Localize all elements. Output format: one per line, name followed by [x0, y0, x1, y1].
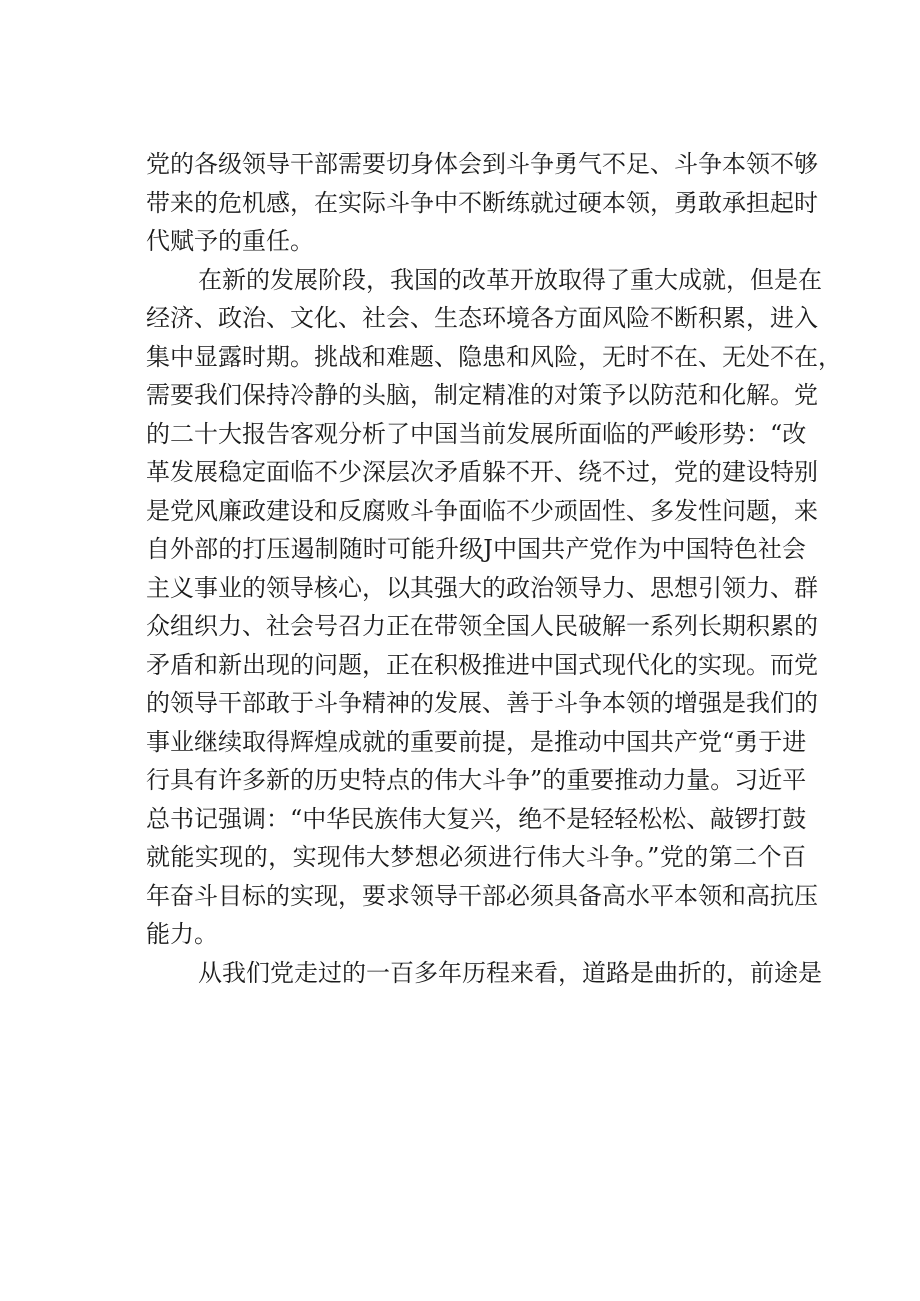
- text-line: 是党风廉政建设和反腐败斗争面临不少顽固性、多发性问题，来: [146, 496, 818, 525]
- text-line: 在新的发展阶段，我国的改革开放取得了重大成就，但是在: [198, 265, 822, 294]
- text-line: 革发展稳定面临不少深层次矛盾躲不开、绕不过，党的建设特别: [146, 458, 818, 486]
- text-line: 年奋斗目标的实现，要求领导干部必须具备高水平本领和高抗压: [146, 881, 818, 910]
- text-line: 矛盾和新出现的问题，正在积极推进中国式现代化的实现。而党: [146, 650, 818, 679]
- text-line: 自外部的打压遏制随时可能升级J中国共产党作为中国特色社会: [146, 535, 806, 563]
- text-line: 就能实现的，实现伟大梦想必须进行伟大斗争。”党的第二个百: [146, 843, 806, 871]
- text-line: 的领导干部敢于斗争精神的发展、善于斗争本领的增强是我们的: [146, 689, 818, 717]
- text-line: 主义事业的领导核心，以其强大的政治领导力、思想引领力、群: [146, 573, 818, 602]
- text-line: 众组织力、社会号召力正在带领全国人民破解一系列长期积累的: [146, 612, 818, 640]
- text-line: 事业继续取得辉煌成就的重要前提，是推动中国共产党“勇于进: [146, 727, 807, 756]
- text-line: 经济、政治、文化、社会、生态环境各方面风险不断积累，进入: [146, 304, 818, 332]
- text-line: 行具有许多新的历史特点的伟大斗争”的重要推动力量。习近平: [146, 766, 807, 794]
- document-body: [146, 145, 842, 992]
- text-line: 总书记强调：“中华民族伟大复兴，绝不是轻轻松松、敲锣打鼓: [146, 804, 807, 833]
- text-line: 带来的危机感，在实际斗争中不断练就过硬本领，勇敢承担起时: [146, 188, 818, 217]
- text-line: 的二十大报告客观分析了中国当前发展所面临的严峻形势：“改: [146, 419, 807, 448]
- text-line: 需要我们保持冷静的头脑，制定精准的对策予以防范和化解。党: [146, 381, 818, 409]
- text-line: 集中显露时期。挑战和难题、隐患和风险，无时不在、无处不在，: [146, 342, 842, 371]
- text-line: 代赋予的重任。: [146, 227, 314, 255]
- text-line: 党的各级领导干部需要切身体会到斗争勇气不足、斗争本领不够: [146, 150, 818, 178]
- text-line: 从我们党走过的一百多年历程来看，道路是曲折的，前途是: [198, 958, 822, 987]
- text-line: 能力。: [146, 920, 218, 948]
